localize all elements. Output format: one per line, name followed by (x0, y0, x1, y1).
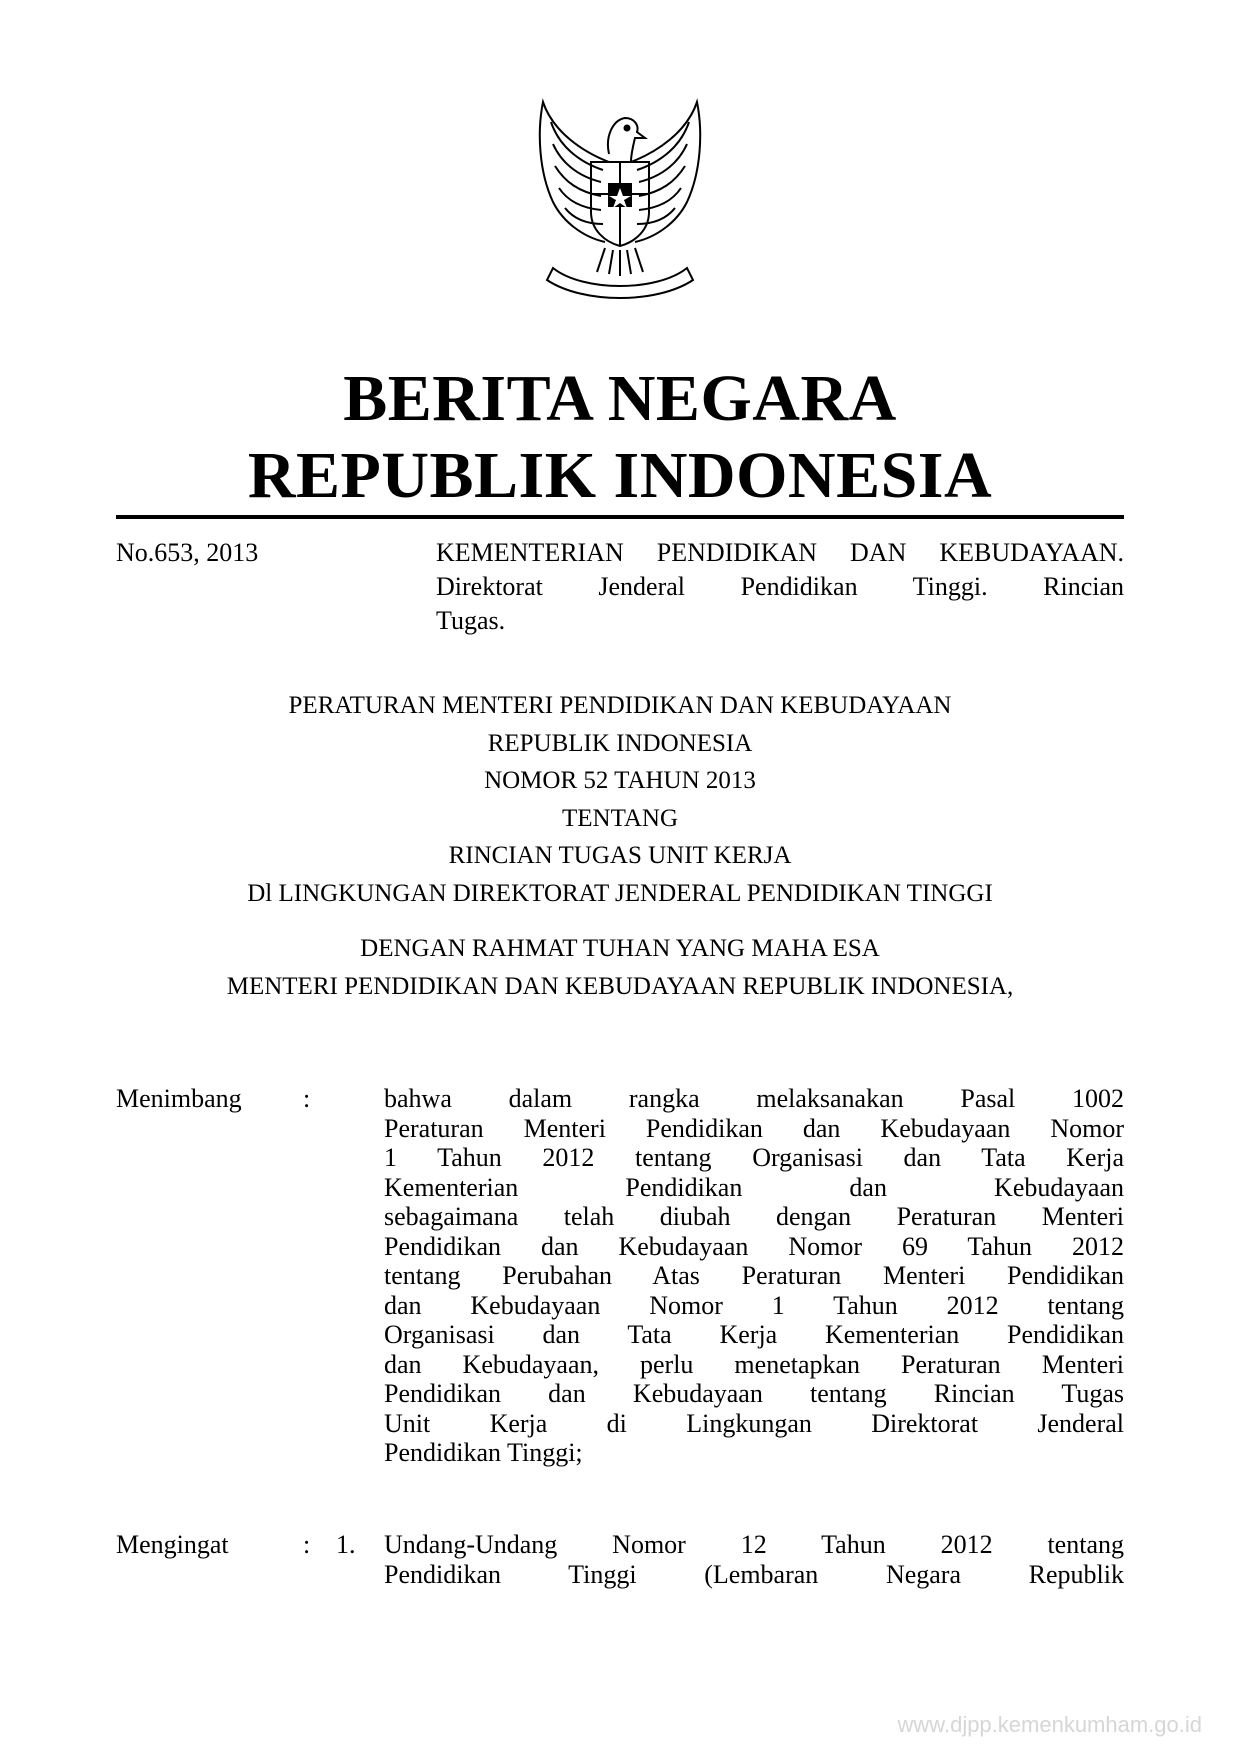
regulation-heading-line: PERATURAN MENTERI PENDIDIKAN DAN KEBUDAYAAN (288, 692, 952, 719)
invocation (0, 930, 1240, 1006)
considering-line: Pendidikan dan Kebudayaan tentang Rincian Tugas (384, 1379, 1124, 1408)
watermark: www.djpp.kemenkumham.go.id (897, 1712, 1202, 1737)
gazette-subject-line: Direktorat Jenderal Pendidikan Tinggi. Rincian (436, 572, 1124, 601)
recalling-line: Pendidikan Tinggi (Lembaran Negara Republik (384, 1559, 1124, 1589)
garuda-emblem-icon (513, 92, 727, 306)
considering-paragraph (384, 1084, 1124, 1468)
considering-line: Kementerian Pendidikan dan Kebudayaan (384, 1172, 1124, 1202)
regulation-heading-line: REPUBLIK INDONESIA (487, 729, 753, 757)
considering-line: Unit Kerja di Lingkungan Direktorat Jenderal (384, 1408, 1124, 1438)
regulation-heading-line: NOMOR 52 TAHUN 2013 (484, 767, 756, 794)
gazette-subject (436, 536, 1124, 638)
recalling-label: Mengingat (116, 1530, 229, 1559)
recalling-paragraph (384, 1530, 1124, 1589)
considering-line: tentang Perubahan Atas Peraturan Menteri Pendidikan (384, 1261, 1124, 1290)
regulation-heading-line: TENTANG (561, 804, 679, 832)
considering-line: 1 Tahun 2012 tentang Organisasi dan Tata Kerja (384, 1143, 1124, 1172)
masthead-divider (116, 515, 1124, 519)
recalling-line: Undang-Undang Nomor 12 Tahun 2012 tentang (384, 1530, 1124, 1559)
regulation-heading-line: Dl LINGKUNGAN DIREKTORAT JENDERAL PENDIDIKAN TINGGI (247, 879, 993, 907)
masthead-title-line1: BERITA NEGARA (343, 362, 897, 435)
considering-line: dan Kebudayaan, perlu menetapkan Peraturan Menteri (384, 1349, 1124, 1379)
considering-label: Menimbang (116, 1084, 242, 1113)
recalling-item-number: 1. (336, 1530, 356, 1559)
gazette-number: No.653, 2013 (116, 538, 259, 567)
recalling-colon: : (303, 1530, 311, 1559)
considering-line: Organisasi dan Tata Kerja Kementerian Pendidikan (384, 1320, 1124, 1349)
regulation-heading (0, 687, 1240, 912)
regulation-heading-line: RINCIAN TUGAS UNIT KERJA (448, 842, 792, 869)
invocation-line: DENGAN RAHMAT TUHAN YANG MAHA ESA (360, 935, 880, 962)
gazette-subject-line: KEMENTERIAN PENDIDIKAN DAN KEBUDAYAAN. (436, 538, 1124, 567)
considering-line: sebagaimana telah diubah dengan Peraturan Menteri (384, 1202, 1124, 1231)
considering-colon: : (303, 1084, 311, 1113)
considering-line: Pendidikan dan Kebudayaan Nomor 69 Tahun 2012 (384, 1231, 1124, 1261)
considering-line: dan Kebudayaan Nomor 1 Tahun 2012 tentang (384, 1290, 1124, 1320)
masthead-title-line2: REPUBLIK INDONESIA (247, 439, 993, 512)
considering-line: Peraturan Menteri Pendidikan dan Kebudayaan Nomor (384, 1113, 1124, 1143)
invocation-line: MENTERI PENDIDIKAN DAN KEBUDAYAAN REPUBLIK INDONESIA, (226, 973, 1014, 1000)
considering-line: Pendidikan Tinggi; (384, 1438, 583, 1467)
gazette-subject-line: Tugas. (436, 606, 506, 635)
considering-line: bahwa dalam rangka melaksanakan Pasal 1002 (384, 1084, 1124, 1113)
